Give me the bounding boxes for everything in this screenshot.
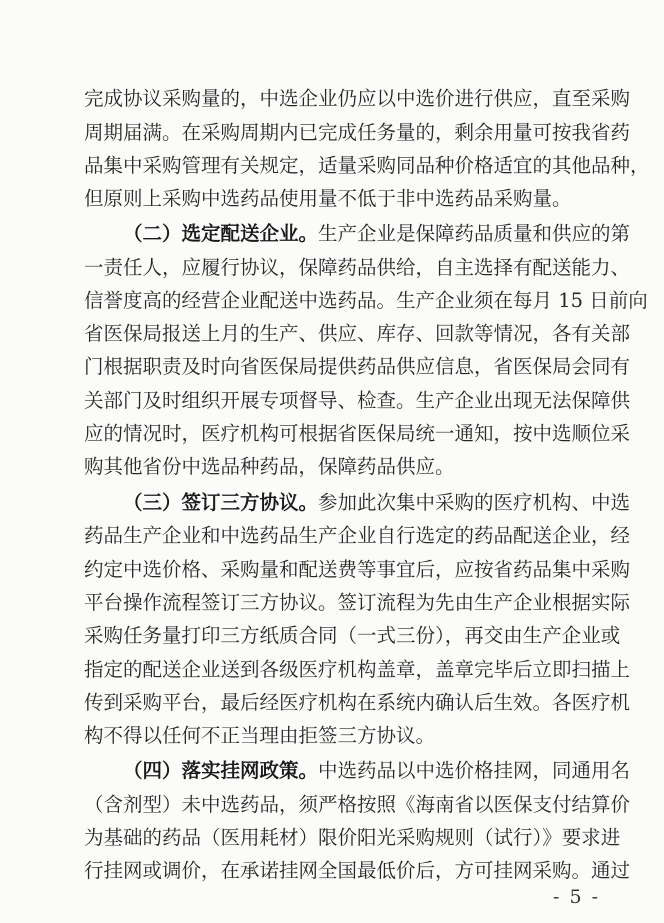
body-line: 品集中采购管理有关规定，适量采购同品种价格适宜的其他品种， <box>84 154 650 177</box>
body-text: 生产企业是保障药品质量和供应的第 <box>318 222 631 245</box>
body-line: 一责任人，应履行协议，保障药品供给，自主选择有配送能力、 <box>84 256 631 279</box>
body-line: 信誉度高的经营企业配送中选药品。生产企业须在每月 15 日前向 <box>84 289 648 312</box>
body-line: 购其他省份中选品种药品，保障药品供应。 <box>84 455 455 478</box>
body-text: 参加此次集中采购的医疗机构、中选 <box>318 491 631 514</box>
body-text: 中选药品以中选价格挂网，同通用名 <box>318 759 631 782</box>
body-line: 周期届满。在采购周期内已完成任务量的，剩余用量可按我省药 <box>84 121 631 144</box>
body-line: 药品生产企业和中选药品生产企业自行选定的药品配送企业，经 <box>84 524 631 547</box>
section-3-heading: （三）签订三方协议。 <box>123 491 319 514</box>
body-line: 构不得以任何不正当理由拒签三方协议。 <box>84 724 436 747</box>
body-line: 行挂网或调价，在承诺挂网全国最低价后，方可挂网采购。通过 <box>84 859 631 882</box>
body-line: 为基础的药品（医用耗材）限价阳光采购规则（试行）》要求进 <box>84 826 621 849</box>
section-3-first-line <box>123 488 631 518</box>
section-2-first-line <box>123 219 631 249</box>
section-2-heading: （二）选定配送企业。 <box>123 222 319 245</box>
body-line: 采购任务量打印三方纸质合同（一式三份），再交由生产企业或 <box>84 624 621 647</box>
body-line: 平台操作流程签订三方协议。签订流程为先由生产企业根据实际 <box>84 591 631 614</box>
page-number: - 5 - <box>552 886 600 908</box>
body-line: 省医保局报送上月的生产、供应、库存、回款等情况，各有关部 <box>84 322 631 345</box>
body-line: 门根据职责及时向省医保局提供药品供应信息，省医保局会同有 <box>84 355 631 378</box>
section-4-first-line <box>123 756 631 786</box>
body-line: 关部门及时组织开展专项督导、检查。生产企业出现无法保障供 <box>84 389 631 412</box>
section-4-heading: （四）落实挂网政策。 <box>123 759 319 782</box>
body-line: （含剂型）未中选药品，须严格按照《海南省以医保支付结算价 <box>84 793 631 816</box>
body-line: 传到采购平台，最后经医疗机构在系统内确认后生效。各医疗机 <box>84 691 631 714</box>
body-line: 完成协议采购量的，中选企业仍应以中选价进行供应，直至采购 <box>84 87 631 110</box>
body-line: 约定中选价格、采购量和配送费等事宜后，应按省药品集中采购 <box>84 558 631 581</box>
body-line: 指定的配送企业送到各级医疗机构盖章，盖章完毕后立即扫描上 <box>84 658 631 681</box>
body-line: 但原则上采购中选药品使用量不低于非中选药品采购量。 <box>84 187 572 210</box>
body-line: 应的情况时，医疗机构可根据省医保局统一通知，按中选顺位采 <box>84 422 631 445</box>
